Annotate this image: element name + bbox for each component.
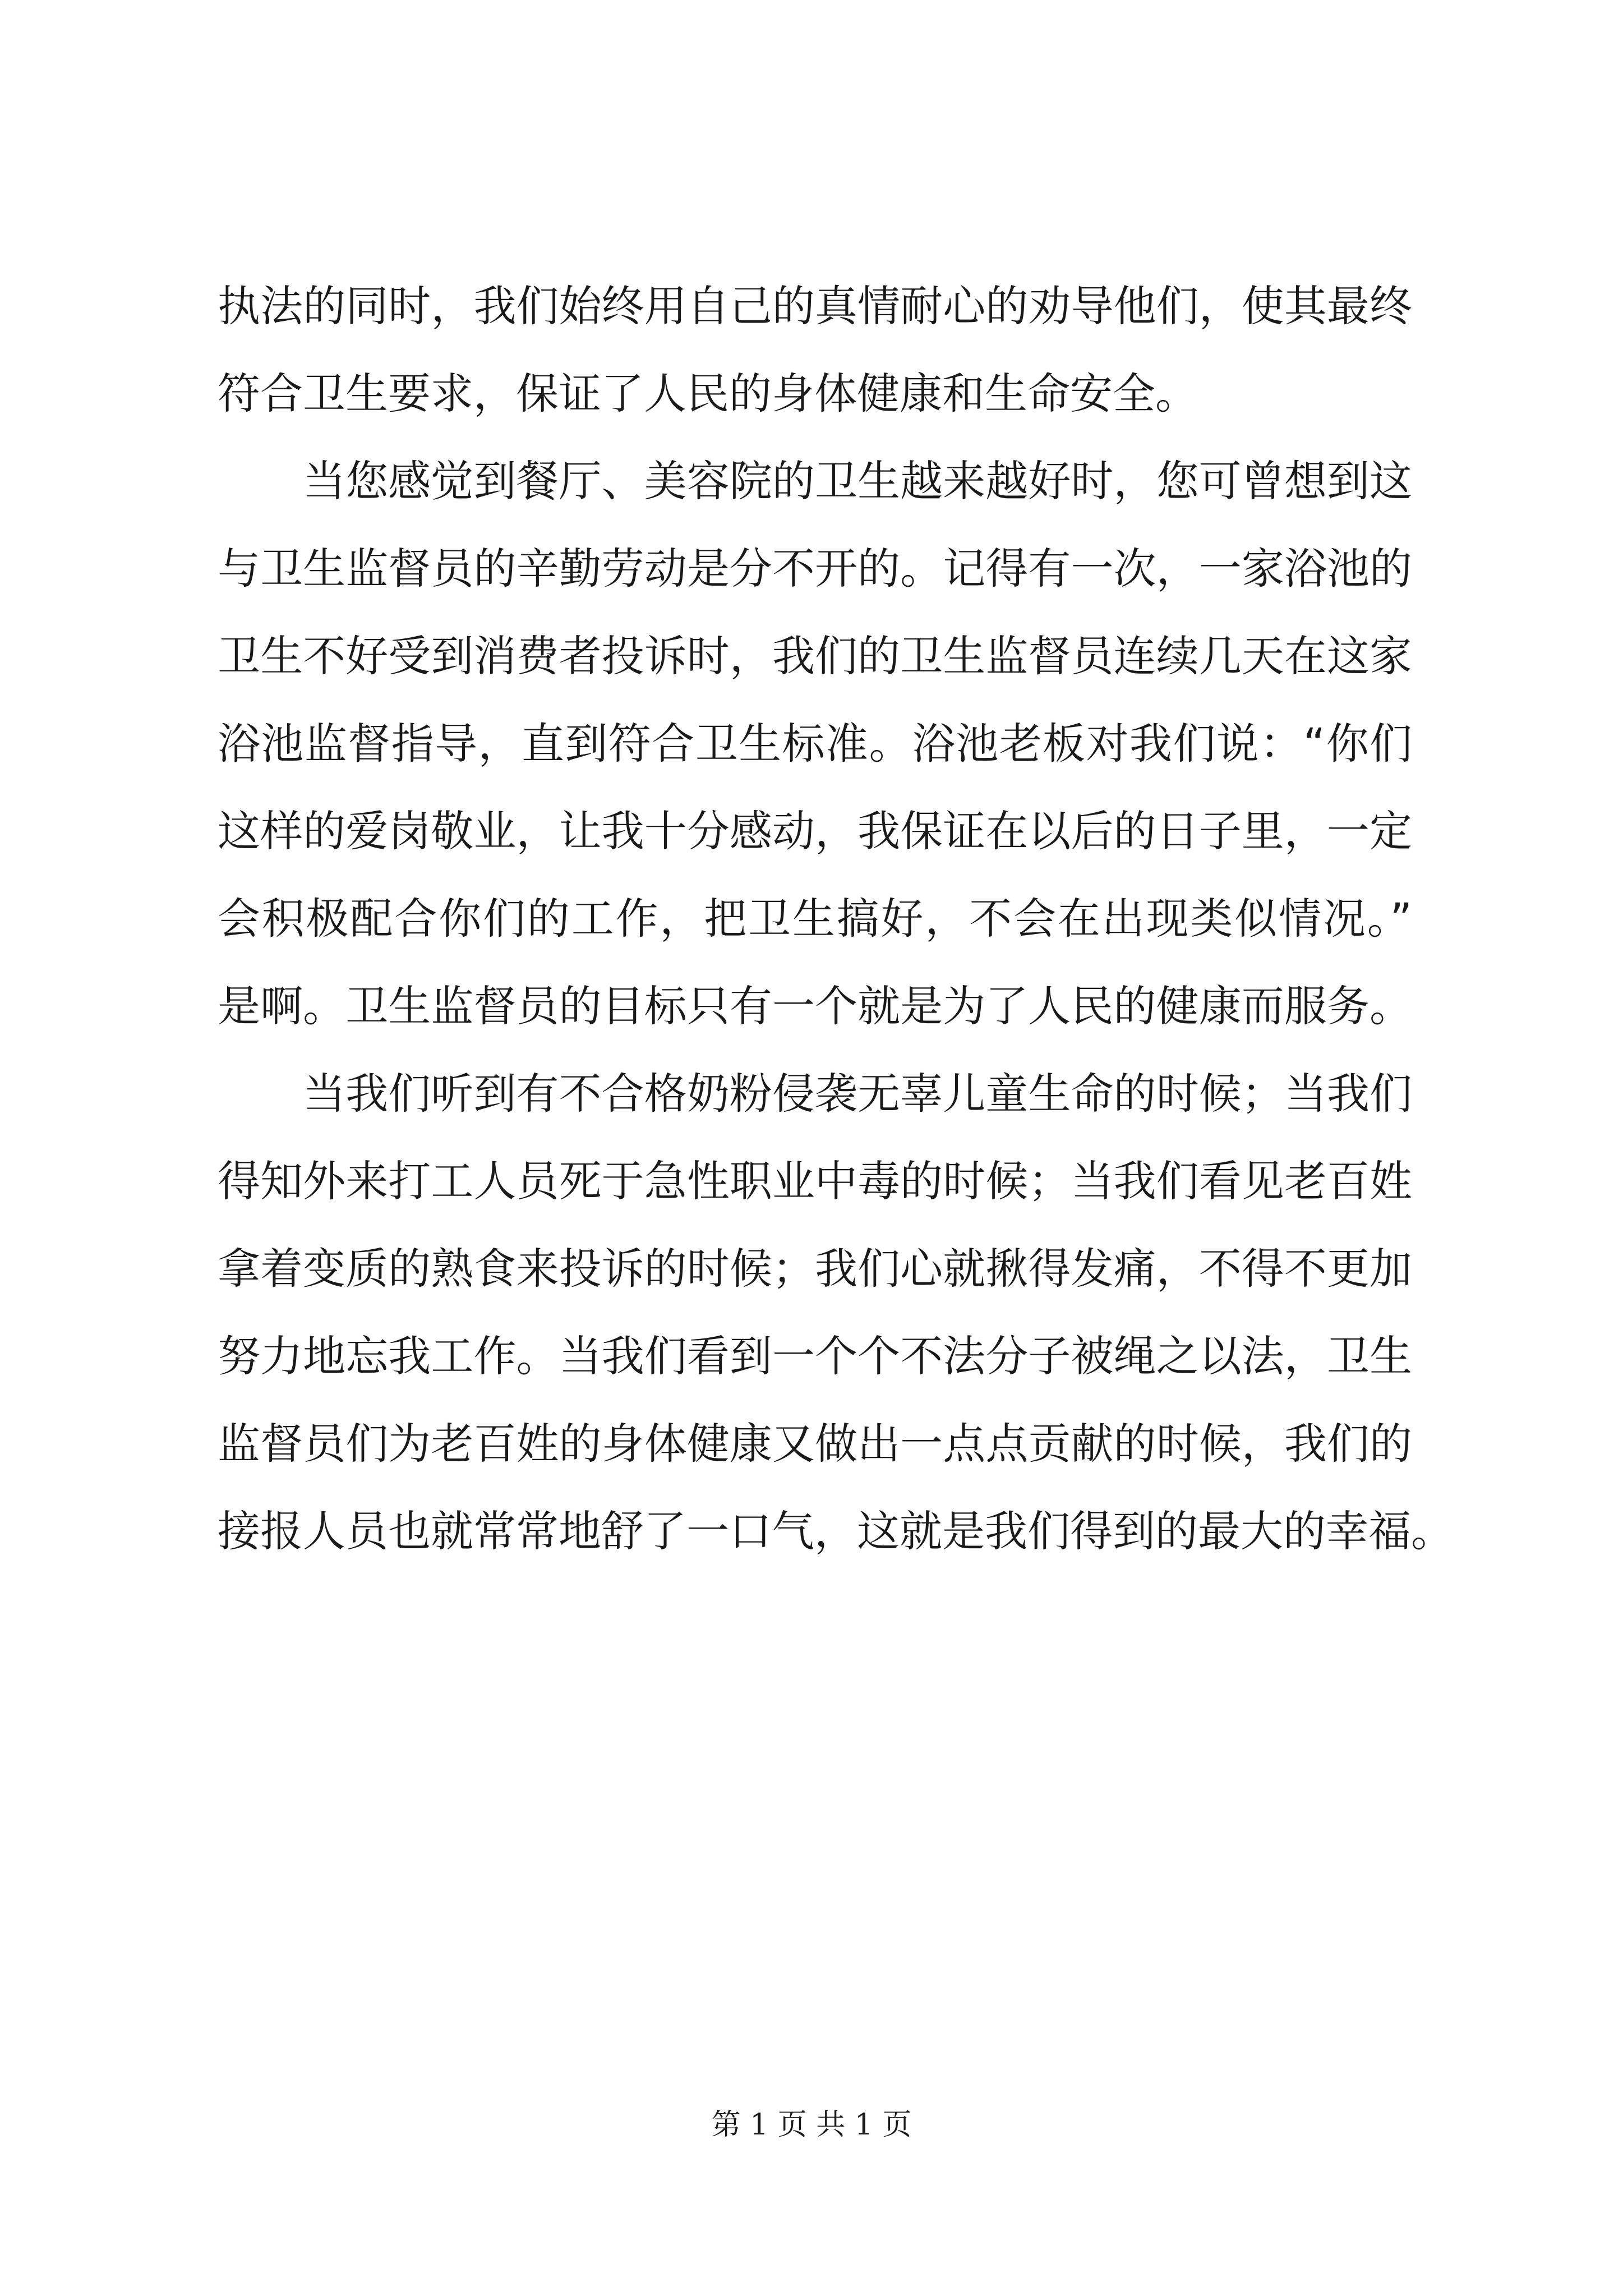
text-line: 监督员们为老百姓的身体健康又做出一点点贡献的时候，我们的 — [218, 1419, 1412, 1469]
text-line: 符合卫生要求，保证了人民的身体健康和生命安全。 — [218, 369, 1198, 418]
page-footer — [0, 2102, 1623, 2147]
text-line: 当我们听到有不合格奶粉侵袭无辜儿童生命的时候；当我们 — [303, 1069, 1412, 1119]
text-line: 接报人员也就常常地舒了一口气，这就是我们得到的最大的幸福。 — [218, 1506, 1454, 1556]
text-line: 卫生不好受到消费者投诉时，我们的卫生监督员连续几天在这家 — [218, 631, 1412, 681]
text-line: 与卫生监督员的辛勤劳动是分不开的。记得有一次，一家浴池的 — [218, 544, 1412, 593]
text-line: 得知外来打工人员死于急性职业中毒的时候；当我们看见老百姓 — [218, 1156, 1412, 1206]
text-line: 执法的同时，我们始终用自己的真情耐心的劝导他们，使其最终 — [218, 281, 1412, 331]
text-line: 当您感觉到餐厅、美容院的卫生越来越好时，您可曾想到这 — [303, 456, 1412, 506]
text-line: 浴池监督指导，直到符合卫生标准。浴池老板对我们说：“你们 — [218, 719, 1412, 769]
text-line: 拿着变质的熟食来投诉的时候；我们心就揪得发痛，不得不更加 — [218, 1244, 1412, 1294]
document-body — [218, 263, 1454, 1575]
text-line: 是啊。卫生监督员的目标只有一个就是为了人民的健康而服务。 — [218, 981, 1412, 1031]
text-line: 这样的爱岗敬业，让我十分感动，我保证在以后的日子里，一定 — [218, 806, 1412, 856]
page-number-label: 第 1 页 共 1 页 — [711, 2108, 912, 2142]
text-line: 努力地忘我工作。当我们看到一个个不法分子被绳之以法，卫生 — [218, 1331, 1412, 1381]
text-line: 会积极配合你们的工作，把卫生搞好，不会在出现类似情况。” — [218, 894, 1412, 944]
